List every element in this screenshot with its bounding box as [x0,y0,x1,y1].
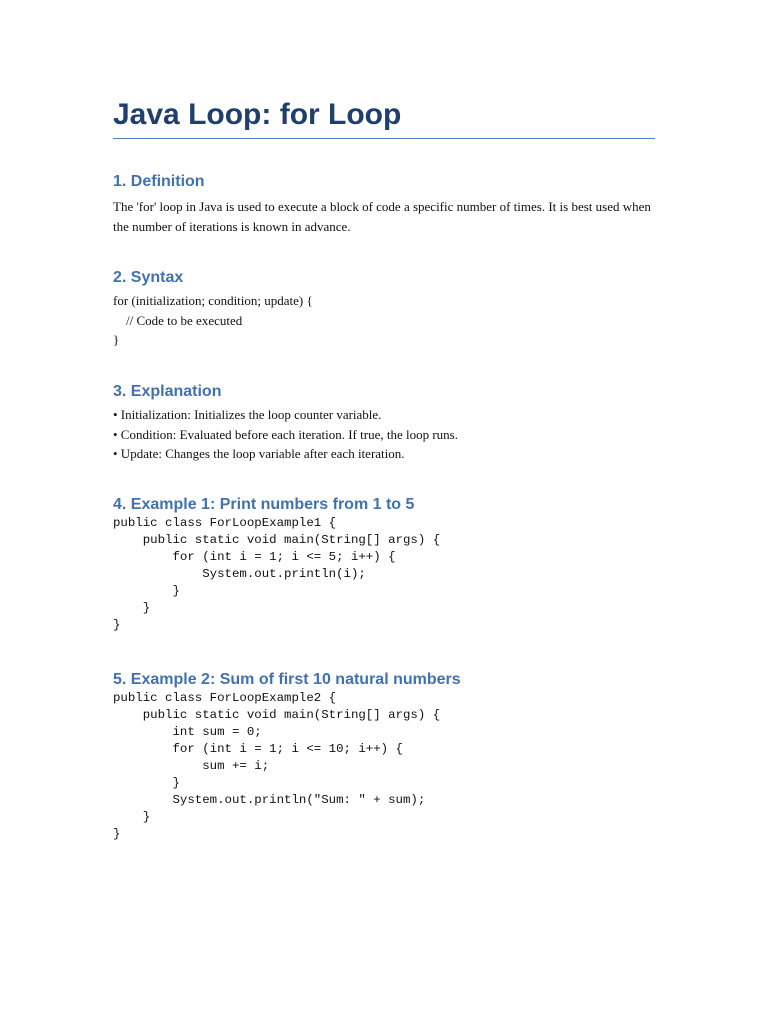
code-line: System.out.println("Sum: " + sum); [113,793,426,807]
list-item: • Update: Changes the loop variable after each iteration. [113,446,405,461]
section-definition [113,172,655,236]
code-line: sum += i; [113,759,270,773]
code-line: public static void main(String[] args) { [113,708,441,722]
section-heading-explanation: 3. Explanation [113,383,222,400]
syntax-line: // Code to be executed [113,312,243,328]
code-line: } [113,776,180,790]
definition-paragraph: The 'for' loop in Java is used to execute a block of code a specific number of times. It is best used when the number of iterations is known in advance. [113,199,651,234]
code-line: for (int i = 1; i <= 10; i++) { [113,742,403,756]
syntax-block [113,291,655,350]
section-heading-example-2: 5. Example 2: Sum of first 10 natural numbers [113,671,461,688]
code-line: public class ForLoopExample1 { [113,516,337,530]
section-heading-example-1: 4. Example 1: Print numbers from 1 to 5 [113,496,415,513]
code-line: int sum = 0; [113,725,262,739]
section-example-2 [113,670,655,843]
code-line: } [113,584,180,598]
section-heading-syntax: 2. Syntax [113,269,184,286]
code-block-example-2 [113,690,655,843]
syntax-line: } [113,332,120,347]
code-line: } [113,810,151,824]
document-page [113,96,655,841]
section-example-1 [113,495,655,634]
section-syntax [113,268,655,350]
code-block-example-1 [113,515,655,634]
code-line: } [113,618,121,632]
code-line: public static void main(String[] args) { [113,533,441,547]
code-line: System.out.println(i); [113,567,366,581]
section-explanation [113,382,655,464]
code-line: } [113,827,121,841]
code-line: } [113,601,151,615]
explanation-list [113,405,655,464]
code-line: public class ForLoopExample2 { [113,691,337,705]
list-item: • Initialization: Initializes the loop counter variable. [113,407,382,422]
list-item: • Condition: Evaluated before each iteration. If true, the loop runs. [113,426,458,442]
section-heading-definition: 1. Definition [113,173,205,190]
code-line: for (int i = 1; i <= 5; i++) { [113,550,396,564]
syntax-line: for (initialization; condition; update) { [113,293,313,308]
page-title: Java Loop: for Loop [113,96,655,139]
